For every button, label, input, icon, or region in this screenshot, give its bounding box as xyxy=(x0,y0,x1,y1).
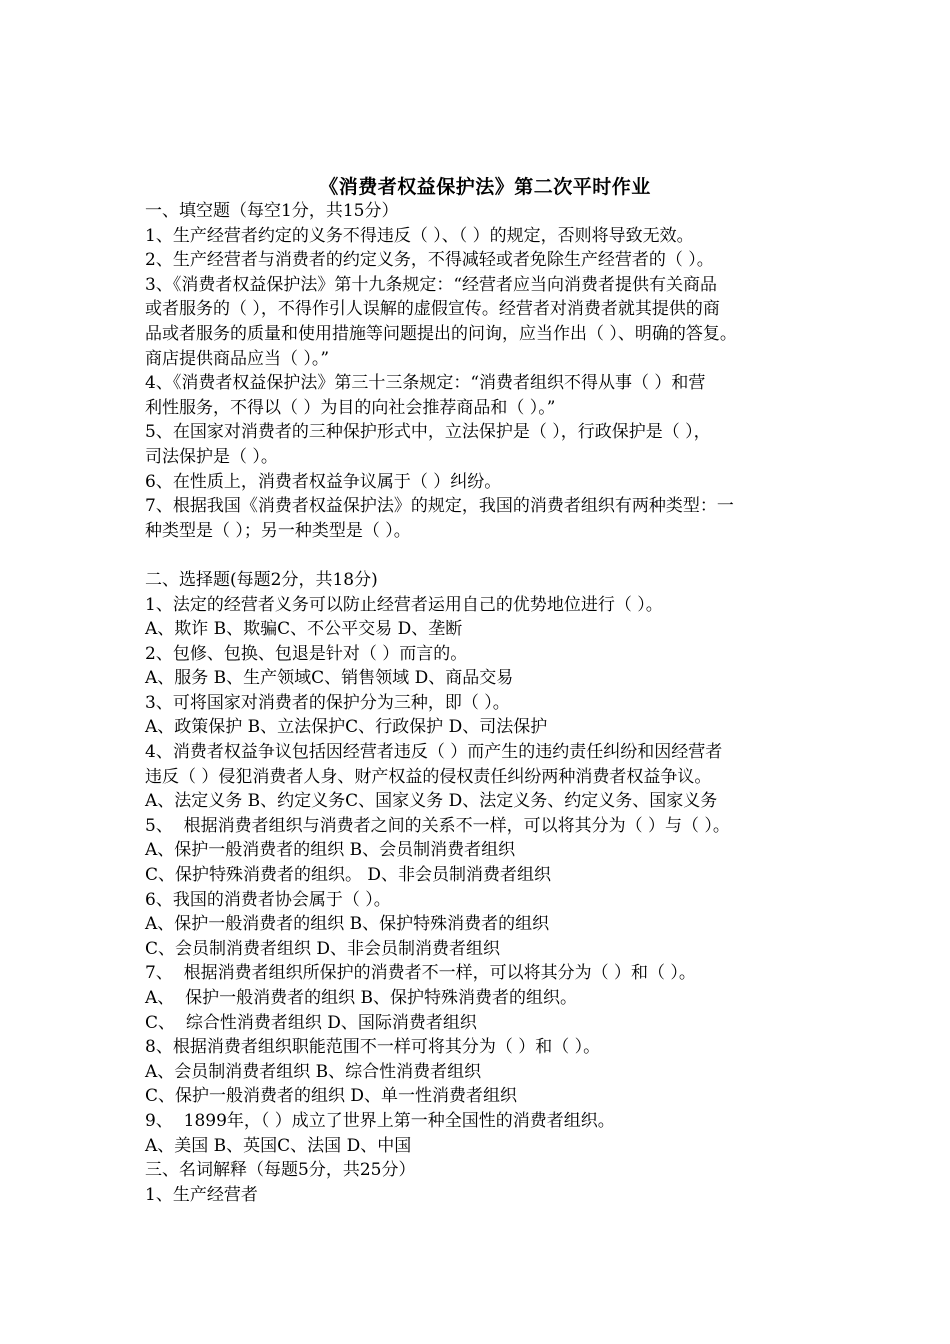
section1-line: 7、根据我国《消费者权益保护法》的规定，我国的消费者组织有两种类型：一 xyxy=(145,496,734,517)
section2-line: A、会员制消费者组织 B、综合性消费者组织 xyxy=(145,1061,482,1082)
section2-line: A、服务 B、生产领域C、销售领域 D、商品交易 xyxy=(145,668,514,689)
section2-line: C、保护一般消费者的组织 D、单一性消费者组织 xyxy=(145,1086,518,1107)
section1-line: 或者服务的（ ），不得作引人误解的虚假宣传。经营者对消费者就其提供的商 xyxy=(145,299,720,320)
section2-line: A、 保护一般消费者的组织 B、保护特殊消费者的组织。 xyxy=(145,988,577,1008)
section2-line: 9、 1899年，（ ）成立了世界上第一种全国性的消费者组织。 xyxy=(145,1110,615,1131)
section2-line: C、会员制消费者组织 D、非会员制消费者组织 xyxy=(145,938,501,959)
section1-line: 6、在性质上，消费者权益争议属于（ ）纠纷。 xyxy=(145,471,502,492)
section2-heading: 二、选择题(每题2分，共18分) xyxy=(145,569,378,590)
section2-line: 2、包修、包换、包退是针对（ ）而言的。 xyxy=(145,643,468,664)
section1-heading: 一、填空题（每空1分，共15分） xyxy=(145,201,399,221)
section1-line: 司法保护是（ ）。 xyxy=(145,446,278,467)
section1-line: 种类型是（ ）；另一种类型是（ ）。 xyxy=(145,520,411,541)
section2-line: 4、消费者权益争议包括因经营者违反（ ）而产生的违约责任纠纷和因经营者 xyxy=(145,742,723,763)
section1-line: 3、《消费者权益保护法》第十九条规定：“经营者应当向消费者提供有关商品 xyxy=(145,274,718,295)
section1-line: 2、生产经营者与消费者的约定义务，不得减轻或者免除生产经营者的（ ）。 xyxy=(145,250,714,271)
section2-line: 1、法定的经营者义务可以防止经营者运用自己的优势地位进行（ ）。 xyxy=(145,594,663,615)
section2-line: 5、 根据消费者组织与消费者之间的关系不一样，可以将其分为（ ）与（ ）。 xyxy=(145,815,730,836)
section3-line: 1、生产经营者 xyxy=(145,1184,258,1205)
section2-line: 7、 根据消费者组织所保护的消费者不一样，可以将其分为（ ）和（ ）。 xyxy=(145,963,696,984)
section1-line: 品或者服务的质量和使用措施等问题提出的问询，应当作出（ ）、明确的答复。 xyxy=(145,323,737,344)
section1-line: 5、在国家对消费者的三种保护形式中，立法保护是（ ），行政保护是（ ）， xyxy=(145,422,711,443)
section2-line: 违反（ ）侵犯消费者人身、财产权益的侵权责任纠纷两种消费者权益争议。 xyxy=(145,766,712,787)
section2-line: A、美国 B、英国C、法国 D、中国 xyxy=(145,1135,412,1156)
section2-line: A、欺诈 B、欺骗C、不公平交易 D、垄断 xyxy=(145,619,463,640)
section1-line: 商店提供商品应当（ ）。” xyxy=(145,348,330,369)
section1-line: 利性服务，不得以（ ）为目的向社会推荐商品和（ ）。” xyxy=(145,397,556,418)
section1-line: 4、《消费者权益保护法》第三十三条规定：“消费者组织不得从事（ ）和营 xyxy=(145,373,706,394)
section2-line: 3、可将国家对消费者的保护分为三种，即（ ）。 xyxy=(145,692,510,713)
section3-heading: 三、名词解释（每题5分，共25分） xyxy=(145,1160,416,1181)
section2-line: A、保护一般消费者的组织 B、会员制消费者组织 xyxy=(145,840,516,861)
section1-line: 1、生产经营者约定的义务不得违反（ ）、（ ）的规定，否则将导致无效。 xyxy=(145,225,694,246)
document-title: 《消费者权益保护法》第二次平时作业 xyxy=(319,176,651,198)
section2-line: A、法定义务 B、约定义务C、国家义务 D、法定义务、约定义务、国家义务 xyxy=(145,791,718,812)
blank-line xyxy=(145,543,825,568)
document-body xyxy=(145,175,825,1207)
section2-line: C、 综合性消费者组织 D、国际消费者组织 xyxy=(145,1012,477,1033)
section2-line: A、保护一般消费者的组织 B、保护特殊消费者的组织 xyxy=(145,914,550,935)
section2-line: 8、根据消费者组织职能范围不一样可将其分为（ ）和（ ）。 xyxy=(145,1037,601,1058)
section2-line: A、政策保护 B、立法保护C、行政保护 D、司法保护 xyxy=(145,717,548,738)
section2-line: C、保护特殊消费者的组织。 D、非会员制消费者组织 xyxy=(145,865,552,886)
section2-line: 6、我国的消费者协会属于（ ）。 xyxy=(145,889,391,910)
